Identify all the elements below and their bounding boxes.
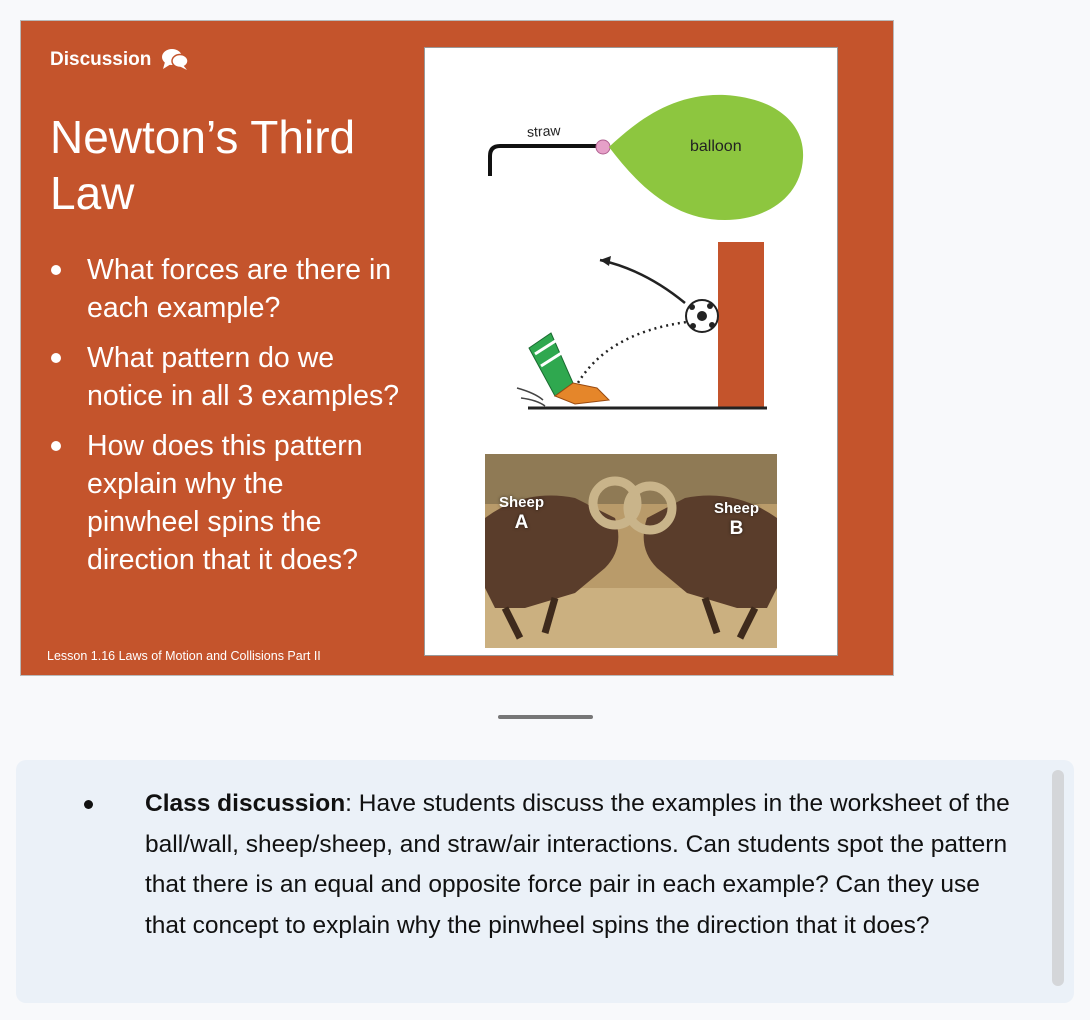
slide-title: Newton’s Third Law: [50, 111, 356, 219]
examples-figure: [424, 47, 838, 656]
notes-body: : Have students discuss the examples in the worksheet of the ball/wall, sheep/sheep, and straw/air interactions. Can students spot the pattern that there is an equal and opposite force pair in each example? Can they use that concept to explain why the pinwheel spins the direction that it does?: [145, 790, 1010, 939]
bullet-dot: [51, 265, 61, 275]
slide-footer: Lesson 1.16 Laws of Motion and Collisions Part II: [47, 649, 321, 663]
notes-text: [145, 784, 1025, 946]
notes-lead: Class discussion: [145, 790, 346, 817]
speech-bubbles-icon: [161, 48, 189, 72]
sheep-a-label: Sheep A: [499, 494, 545, 533]
sheep-b-label: Sheep B: [714, 500, 760, 539]
slide-bullet: What pattern do we notice in all 3 examples?: [45, 339, 400, 415]
notes-bullet-dot: [84, 800, 93, 809]
examples-illustration: [425, 48, 838, 656]
slide-bullet-list: [45, 251, 400, 591]
ball-wall-diagram: [517, 242, 767, 408]
notes-scrollbar[interactable]: [1052, 770, 1064, 986]
balloon-label: balloon: [690, 138, 742, 155]
slide-bullet: What forces are there in each example?: [45, 251, 400, 327]
resize-handle[interactable]: [498, 715, 593, 719]
bullet-dot: [51, 441, 61, 451]
sheep-photo: [485, 454, 777, 648]
bullet-dot: [51, 353, 61, 363]
speaker-notes-panel: [16, 760, 1074, 1003]
slide-bullet: How does this pattern explain why the pinwheel spins the direction that it does?: [45, 427, 400, 579]
straw-label: straw: [526, 122, 561, 140]
balloon-straw-diagram: [490, 95, 803, 220]
discussion-tag: [50, 48, 189, 72]
discussion-label: Discussion: [50, 49, 152, 70]
slide: [20, 20, 894, 676]
